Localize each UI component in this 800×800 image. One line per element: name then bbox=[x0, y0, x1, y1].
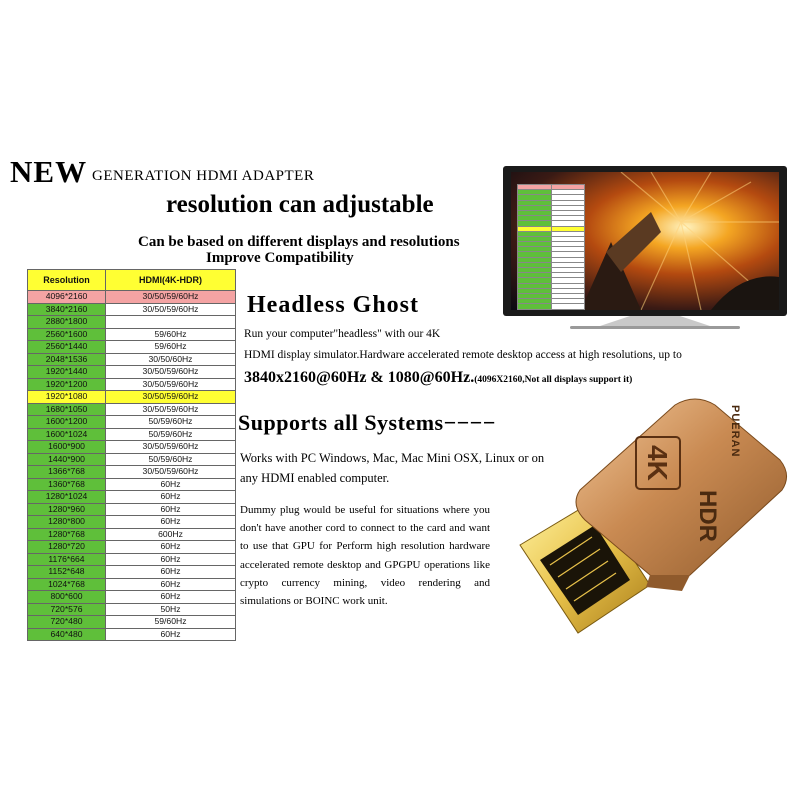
table-row bbox=[28, 403, 236, 416]
cell-refresh-rate: 60Hz bbox=[106, 503, 236, 516]
cell-resolution: 1600*1024 bbox=[28, 428, 106, 441]
cell-resolution: 2880*1800 bbox=[28, 316, 106, 329]
cell-resolution: 4096*2160 bbox=[28, 291, 106, 304]
table-row bbox=[28, 378, 236, 391]
table-row bbox=[28, 553, 236, 566]
subtitle-displays: Can be based on different displays and resolutions bbox=[138, 234, 460, 250]
hdmi-plug-image bbox=[500, 395, 790, 655]
spec-resolution: 3840x2160@60Hz & 1080@60Hz. bbox=[244, 369, 475, 386]
headline-resolution: resolution can adjustable bbox=[166, 191, 434, 218]
table-row bbox=[28, 353, 236, 366]
table-header-row bbox=[28, 270, 236, 291]
spec-line bbox=[244, 369, 632, 387]
cell-resolution: 1360*768 bbox=[28, 478, 106, 491]
cell-resolution: 2560*1440 bbox=[28, 341, 106, 354]
cell-resolution: 1176*664 bbox=[28, 553, 106, 566]
cell-refresh-rate: 30/50/59/60Hz bbox=[106, 391, 236, 404]
works-with-text: Works with PC Windows, Mac, Mac Mini OSX, Linux or on any HDMI enabled computer. bbox=[240, 451, 545, 485]
header-resolution: Resolution bbox=[28, 270, 106, 291]
cell-refresh-rate: 60Hz bbox=[106, 628, 236, 641]
cell-refresh-rate: 30/50/59/60Hz bbox=[106, 366, 236, 379]
cell-resolution: 1600*900 bbox=[28, 441, 106, 454]
cell-resolution: 3840*2160 bbox=[28, 303, 106, 316]
headline-new: NEW bbox=[10, 154, 88, 189]
cell-refresh-rate: 60Hz bbox=[106, 553, 236, 566]
table-row bbox=[28, 628, 236, 641]
table-row bbox=[28, 453, 236, 466]
table-row bbox=[28, 591, 236, 604]
cell-resolution: 2560*1600 bbox=[28, 328, 106, 341]
cell-refresh-rate: 59/60Hz bbox=[106, 328, 236, 341]
cell-refresh-rate: 30/50/59/60Hz bbox=[106, 466, 236, 479]
cell-resolution: 1152*648 bbox=[28, 566, 106, 579]
cell-resolution: 1280*960 bbox=[28, 503, 106, 516]
cell-refresh-rate: 60Hz bbox=[106, 541, 236, 554]
cell-refresh-rate: 60Hz bbox=[106, 478, 236, 491]
cell-resolution: 640*480 bbox=[28, 628, 106, 641]
cell-refresh-rate bbox=[106, 316, 236, 329]
cell-refresh-rate: 60Hz bbox=[106, 566, 236, 579]
headline-generation: GENERATION HDMI ADAPTER bbox=[92, 168, 315, 184]
table-row bbox=[28, 491, 236, 504]
cell-refresh-rate: 50/59/60Hz bbox=[106, 416, 236, 429]
cell-refresh-rate: 30/50/59/60Hz bbox=[106, 441, 236, 454]
headless-line-1: Run your computer"headless" with our 4K bbox=[244, 328, 441, 340]
cell-refresh-rate: 30/50/59/60Hz bbox=[106, 303, 236, 316]
cell-resolution: 1920*1200 bbox=[28, 378, 106, 391]
table-row bbox=[28, 516, 236, 529]
resolution-table bbox=[27, 269, 236, 641]
cell-resolution: 720*480 bbox=[28, 616, 106, 629]
brand-pueran: PUERAN bbox=[729, 405, 741, 458]
table-row bbox=[28, 441, 236, 454]
cell-refresh-rate: 50Hz bbox=[106, 603, 236, 616]
table-row bbox=[28, 291, 236, 304]
table-row bbox=[28, 416, 236, 429]
cell-resolution: 1280*1024 bbox=[28, 491, 106, 504]
spec-note: (4096X2160,Not all displays support it) bbox=[474, 375, 633, 385]
cell-refresh-rate: 30/50/59/60Hz bbox=[106, 378, 236, 391]
cell-resolution: 1920*1440 bbox=[28, 366, 106, 379]
monitor-screen-image bbox=[511, 172, 779, 310]
cell-refresh-rate: 60Hz bbox=[106, 578, 236, 591]
cell-resolution: 1280*768 bbox=[28, 528, 106, 541]
cell-resolution: 1920*1080 bbox=[28, 391, 106, 404]
table-row bbox=[28, 428, 236, 441]
cell-resolution: 800*600 bbox=[28, 591, 106, 604]
table-row bbox=[28, 366, 236, 379]
table-row bbox=[28, 603, 236, 616]
cell-resolution: 1440*900 bbox=[28, 453, 106, 466]
table-row bbox=[28, 391, 236, 404]
table-row bbox=[28, 341, 236, 354]
screen-mini-table bbox=[517, 184, 585, 310]
table-row bbox=[28, 503, 236, 516]
headless-ghost-title: Headless Ghost bbox=[247, 292, 420, 318]
cell-resolution: 1680*1050 bbox=[28, 403, 106, 416]
table-row bbox=[28, 541, 236, 554]
table-row bbox=[28, 566, 236, 579]
cell-refresh-rate: 60Hz bbox=[106, 516, 236, 529]
table-row bbox=[28, 616, 236, 629]
cell-resolution: 1024*768 bbox=[28, 578, 106, 591]
cell-refresh-rate: 59/60Hz bbox=[106, 341, 236, 354]
resolution-table-body bbox=[28, 291, 236, 641]
cell-refresh-rate: 60Hz bbox=[106, 591, 236, 604]
cell-refresh-rate: 59/60Hz bbox=[106, 616, 236, 629]
table-row bbox=[28, 578, 236, 591]
table-row bbox=[28, 328, 236, 341]
cell-refresh-rate: 50/59/60Hz bbox=[106, 453, 236, 466]
monitor-stand bbox=[560, 316, 750, 330]
table-row bbox=[28, 316, 236, 329]
cell-resolution: 1600*1200 bbox=[28, 416, 106, 429]
subtitle-compatibility: Improve Compatibility bbox=[206, 250, 354, 266]
badge-4k: 4K bbox=[642, 445, 673, 481]
badge-hdr: HDR bbox=[694, 490, 721, 542]
cell-resolution: 2048*1536 bbox=[28, 353, 106, 366]
cell-resolution: 1366*768 bbox=[28, 466, 106, 479]
cell-refresh-rate: 30/50/59/60Hz bbox=[106, 291, 236, 304]
table-row bbox=[28, 528, 236, 541]
table-row bbox=[28, 303, 236, 316]
supports-title: Supports all Systems−−−− bbox=[238, 410, 496, 435]
header-hdmi: HDMI(4K-HDR) bbox=[106, 270, 236, 291]
table-row bbox=[28, 478, 236, 491]
dummy-plug-text: Dummy plug would be useful for situations where you don't have another cord to connect to the card and want to use that GPU for Perform high resolution hardware accelerated remote desktop and GPGPU operations like crypto currency mining, video rendering and simulations or BOINC work unit. bbox=[240, 504, 490, 608]
cell-resolution: 1280*800 bbox=[28, 516, 106, 529]
cell-refresh-rate: 60Hz bbox=[106, 491, 236, 504]
cell-refresh-rate: 50/59/60Hz bbox=[106, 428, 236, 441]
cell-refresh-rate: 30/50/59/60Hz bbox=[106, 403, 236, 416]
cell-resolution: 720*576 bbox=[28, 603, 106, 616]
cell-resolution: 1280*720 bbox=[28, 541, 106, 554]
cell-refresh-rate: 600Hz bbox=[106, 528, 236, 541]
headless-line-2: HDMI display simulator.Hardware accelerated remote desktop access at high resolutions, up to bbox=[244, 349, 682, 361]
table-row bbox=[28, 466, 236, 479]
cell-refresh-rate: 30/50/60Hz bbox=[106, 353, 236, 366]
